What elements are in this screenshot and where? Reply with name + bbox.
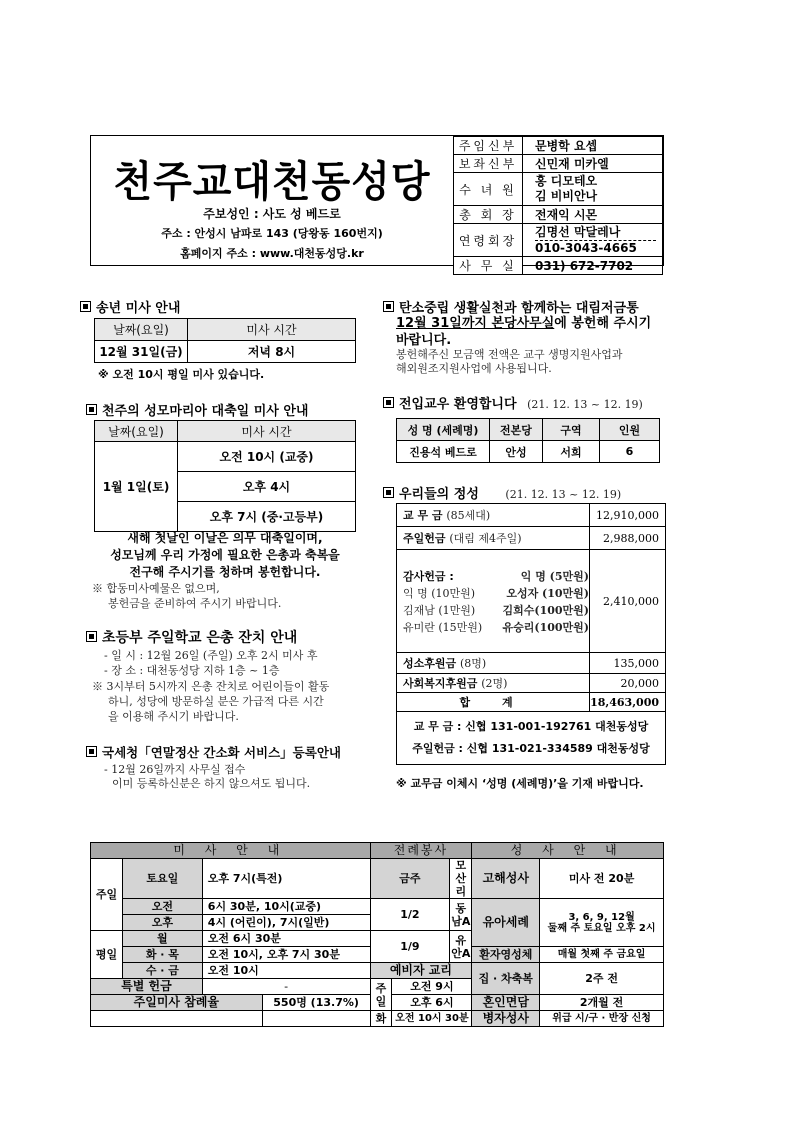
sunday-group: 주일 [91,859,123,931]
school-details [104,648,317,678]
sac-name: 집 · 차축복 [472,963,540,995]
sunday-label-text: 주일헌금 [403,532,446,545]
prep-day: 주일 [370,979,392,1011]
thanks-name: 익 명 (5만원) [520,569,589,583]
sac-value: 매월 첫째 주 금요일 [540,947,664,963]
offering-table [396,503,666,765]
homepage: 홈페이지 주소 : www.대천동성당.kr [180,247,364,260]
mary-note [92,581,281,611]
prep-day: 화 [370,1011,392,1027]
kyomu-label-text: 교 무 금 [403,509,443,522]
welcome-cell: 서희 [543,441,600,463]
thanks-name: 오성자 (10만원) [506,586,589,600]
staff-label: 보좌신부 [454,155,523,173]
mass-time: 오전 10시 [202,963,370,979]
serve-district: 동남A [450,899,472,931]
header-left [91,136,453,265]
offering-section-title [383,483,621,502]
carbon-note-line: 해외원조지원사업에 사용됩니다. [396,362,552,375]
special-offering-value: - [202,979,370,995]
staff-label: 총 회 장 [454,206,523,224]
staff-value [523,224,663,257]
tax-title-text: 국세청「연말정산 간소화 서비스」등록안내 [102,745,341,760]
prep-header: 예비자 교리 [370,963,472,979]
special-offering-label: 특별 헌금 [91,979,203,995]
staff-value: 031) 672-7702 [523,257,663,275]
mass-day: 화 · 목 [122,947,202,963]
mary-message-line: 성모님께 우리 가정에 필요한 은총과 축복을 [110,548,340,562]
sunday-sub: (대림 제4주일) [449,532,522,545]
serve-week: 1/9 [370,931,450,963]
welcome-section-title [383,393,643,412]
sac-name: 병자성사 [472,1011,540,1027]
tax-line: 이미 등록하신분은 하지 않으셔도 됩니다. [112,777,311,790]
thanks-label: 감사헌금 : [403,569,454,583]
welcome-header: 성 명 (세례명) [397,419,490,441]
mary-note-line: 봉헌금을 준비하여 주시기 바랍니다. [108,597,282,610]
welcome-cell: 안성 [490,441,543,463]
yearend-section-title [80,297,180,316]
carbon-line-rest: 에 봉헌해 주시기 [554,316,652,331]
serve-district: 모산리 [450,859,472,899]
staff-value-line: 김 비비안나 [535,189,598,203]
infant-months: 3, 6, 9, 12월 [568,911,635,923]
spacer [91,1011,263,1027]
sacred-amount: 135,000 [590,653,666,674]
welcome-title-text: 전입교우 환영합니다 [399,397,517,412]
welcome-cell: 진용석 베드로 [397,441,490,463]
col-time: 미사 시간 [178,421,356,442]
church-title: 천주교대천동성당 [113,158,431,207]
mary-date: 1월 1일(토) [95,442,178,532]
welcome-table [396,418,660,463]
square-bullet-icon [383,487,394,498]
thanks-cell [397,550,590,653]
square-bullet-icon [80,301,91,312]
mass-day: 월 [122,931,202,947]
carbon-title-text: 탄소중립 생활실천과 함께하는 대림저금통 [399,301,639,316]
staff-value: 전재익 시몬 [523,206,663,224]
square-bullet-icon [86,631,97,642]
carbon-deadline: 12월 31일까지 본당사무실 [396,316,555,331]
tax-line: - 12월 26일까지 사무실 접수 [104,763,246,776]
account-info [397,712,666,765]
serve-district: 유안A [450,931,472,963]
staff-value: 신민재 미카엘 [523,155,663,173]
sac-value: 2개월 전 [540,995,664,1011]
sunday-label [397,527,590,550]
address: 주소 : 안성시 남파로 143 (당왕동 160번지) [161,227,383,240]
staff-label: 주임신부 [454,137,523,155]
square-bullet-icon [86,404,97,415]
mary-time: 오후 4시 [178,472,356,502]
staff-label: 사 무 실 [454,257,523,275]
school-note-line: 하니, 성당에 방문하실 분은 가급적 다른 시간 [108,695,324,708]
sac-value [540,899,664,947]
welcome-cell: 6 [600,441,660,463]
total-label: 합 계 [397,693,590,712]
square-bullet-icon [86,746,97,757]
yearend-title-text: 송년 미사 안내 [96,301,181,316]
attendance-label: 주일미사 참례율 [91,995,263,1011]
info-table [90,842,664,1027]
welcome-header: 구역 [543,419,600,441]
serve-week: 1/2 [370,899,450,931]
welcome-header: 인원 [600,419,660,441]
mary-note-line: ※ 합동미사예물은 없으며, [92,582,220,595]
welcome-period: (21. 12. 13 ~ 12. 19) [527,398,643,411]
sac-name: 환자영성체 [472,947,540,963]
school-line: - 일 시 : 12월 26일 (주일) 오후 2시 미사 후 [104,649,318,662]
mary-title-text: 천주의 성모마리아 대축일 미사 안내 [102,404,309,419]
mass-day: 오후 [122,915,202,931]
serve-week: 금주 [370,859,450,899]
serve-header: 전례봉사 [370,843,472,859]
sac-value: 2주 전 [540,963,664,995]
mary-section-title [86,400,308,419]
school-note [92,679,329,724]
school-section-title [86,627,297,647]
mary-time: 오전 10시 (교중) [178,442,356,472]
sac-name: 혼인면담 [472,995,540,1011]
offering-period: (21. 12. 13 ~ 12. 19) [505,488,622,501]
yearend-table [94,318,356,363]
thanks-amount: 2,410,000 [590,550,666,653]
carbon-line: 바랍니다. [396,333,452,348]
yearend-date: 12월 31일(금) [95,341,188,363]
welfare-sub: (2명) [481,677,508,690]
welfare-label-text: 사회복지후원금 [403,677,478,690]
infant-day: 둘째 주 토요일 오후 2시 [547,922,656,934]
sac-name: 유아세례 [472,899,540,947]
sacred-label-text: 성소후원금 [403,657,457,670]
mass-time: 4시 (어린이), 7시(일반) [202,915,370,931]
thanks-name: 김재남 (1만원) [403,603,476,617]
account-kyomu: 교 무 금 : 신협 131-001-192761 대천동성당 [413,720,649,733]
staff-label: 연령회장 [454,224,523,257]
offering-title-text: 우리들의 정성 [399,487,479,502]
mass-header: 미 사 안 내 [91,843,371,859]
square-bullet-icon [383,301,394,312]
school-note-line: 을 이용해 주시기 바랍니다. [108,710,239,723]
mass-time: 오전 6시 30분 [202,931,370,947]
carbon-note [396,348,623,376]
mass-day: 오전 [122,899,202,915]
prep-time: 오전 10시 30분 [392,1011,472,1027]
mass-time: 6시 30분, 10시(교중) [202,899,370,915]
offering-note: ※ 교무금 이체시 ‘성명 (세례명)’을 기재 바랍니다. [396,777,644,790]
mary-table [94,420,356,532]
sac-header: 성 사 안 내 [472,843,664,859]
thanks-list [403,567,589,635]
yearend-time: 저녁 8시 [188,341,356,363]
prep-time: 오후 6시 [392,995,472,1011]
school-line: - 장 소 : 대천동성당 지하 1층 ~ 1층 [104,664,280,677]
patron-saint: 주보성인 : 사도 성 베드로 [203,207,341,221]
kyomu-sub: (85세대) [446,509,491,522]
sacred-sub: (8명) [459,657,487,670]
staff-table [453,136,663,275]
sac-name: 고해성사 [472,859,540,899]
welcome-header: 전본당 [490,419,543,441]
account-sunday: 주일헌금 : 신협 131-021-334589 대천동성당 [412,742,650,755]
carbon-message [396,315,651,349]
carbon-section-title [383,297,639,316]
thanks-name: 유승리(100만원) [502,620,589,634]
staff-value-line: 김명선 막달레나 [535,225,656,241]
tax-details [104,763,310,791]
attendance-value: 550명 (13.7%) [262,995,370,1011]
staff-value: 문병학 요셉 [523,137,663,155]
mary-time: 오후 7시 (중·고등부) [178,502,356,532]
mary-message-line: 새해 첫날인 이날은 의무 대축일이며, [127,531,323,545]
school-title-text: 초등부 주일학교 은총 잔치 안내 [102,630,298,646]
mass-time: 오전 10시, 오후 7시 30분 [202,947,370,963]
header-box [90,135,664,273]
col-date: 날짜(요일) [95,319,188,341]
total-amount: 18,463,000 [590,693,666,712]
mary-message-line: 전구해 주시기를 청하며 봉헌합니다. [129,565,321,579]
welfare-amount: 20,000 [590,674,666,693]
kyomu-amount: 12,910,000 [590,504,666,527]
mass-day: 토요일 [122,859,202,899]
thanks-name: 김희수(100만원) [502,603,589,617]
sacred-label [397,653,590,674]
square-bullet-icon [383,397,394,408]
tax-section-title [86,743,341,761]
weekday-group: 평일 [91,931,123,979]
mass-day: 수 · 금 [122,963,202,979]
staff-label: 수 녀 원 [454,173,523,206]
sunday-amount: 2,988,000 [590,527,666,550]
staff-value-line: 홍 디모테오 [535,174,598,188]
col-time: 미사 시간 [188,319,356,341]
sac-value: 위급 시/구 · 반장 신청 [540,1011,664,1027]
sac-value: 미사 전 20분 [540,859,664,899]
carbon-note-line: 봉헌해주신 모금액 전액은 교구 생명지원사업과 [396,348,623,361]
yearend-note: ※ 오전 10시 평일 미사 있습니다. [98,368,265,381]
welfare-label [397,674,590,693]
prep-time: 오전 9시 [392,979,472,995]
staff-value [523,173,663,206]
kyomu-label [397,504,590,527]
thanks-name: 익 명 (10만원) [403,586,476,600]
thanks-name: 유미란 (15만원) [403,620,483,634]
spacer [262,1011,370,1027]
col-date: 날짜(요일) [95,421,178,442]
staff-value-line: 010-3043-4665 [535,240,637,255]
school-note-line: ※ 3시부터 5시까지 은총 잔치로 어린이들이 활동 [92,680,330,693]
mary-message [94,530,356,581]
mass-time: 오후 7시(특전) [202,859,370,899]
